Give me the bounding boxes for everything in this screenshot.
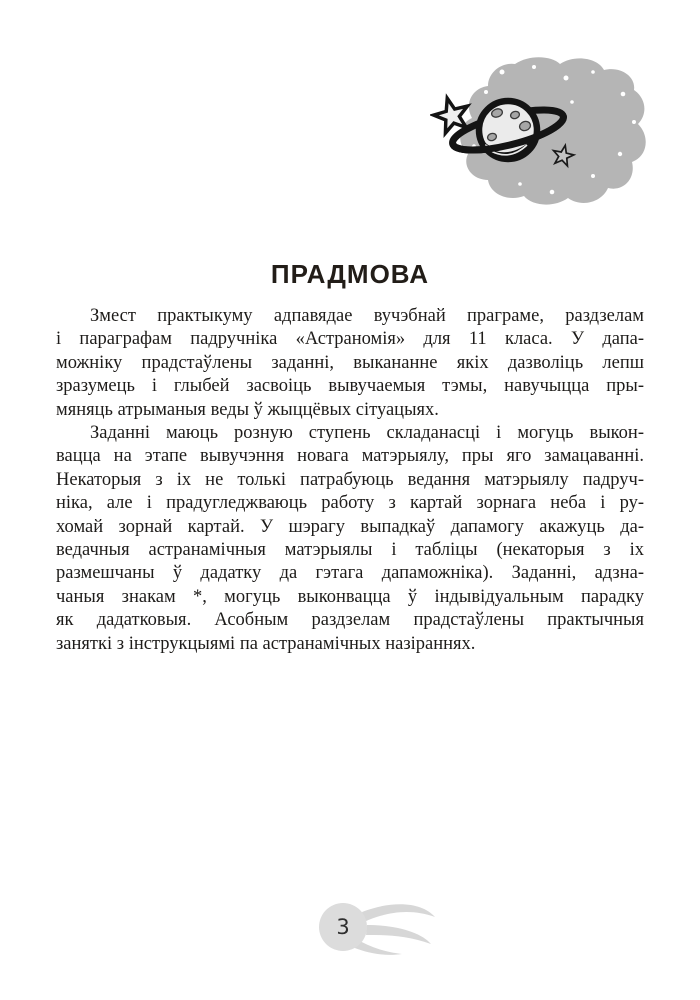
text-line: размешчаны ў дадатку да гэтага дапаможніка). Заданні, адзна- <box>56 563 644 584</box>
text-line: чаныя знакам *, могуць выконвацца ў індывідуальным парадку <box>56 586 644 607</box>
text-line: ніка, але і прадугледжваюць работу з картай зорнага неба і ру- <box>56 493 644 514</box>
text-line: можніку прадстаўлены заданні, выкананне якіх дазволіць лепш <box>56 352 644 373</box>
page-number: 3 <box>336 915 350 939</box>
text-line: як дадатковыя. Асобным раздзелам прадстаўлены практычныя <box>56 610 644 631</box>
paragraph <box>56 422 644 656</box>
text-line: хомай зорнай картай. У шэрагу выпадкаў дапамогу акажуць да- <box>56 516 644 537</box>
text-line: Заданні маюць розную ступень складанасці і могуць выкон- <box>90 423 644 444</box>
paragraph <box>56 305 644 422</box>
text-line: мяняць атрыманыя веды ў жыццёвых сітуацыях. <box>56 399 439 420</box>
page-title: ПРАДМОВА <box>270 259 430 289</box>
star-icon <box>430 94 472 135</box>
preface-text <box>56 305 644 656</box>
text-line: Змест практыкуму адпавядае вучэбнай праграме, раздзелам <box>90 306 644 326</box>
text-line: ведачныя астранамічныя матэрыялы і табліцы (некаторыя з іх <box>56 540 644 561</box>
saturn-planet-with-stars-icon <box>430 50 650 210</box>
text-line: вацца на этапе вывучэння новага матэрыялу, пры яго замацаванні. <box>56 446 644 467</box>
text-line: заняткі з інструкцыямі па астранамічных назіраннях. <box>56 633 476 654</box>
text-line: Некаторыя з іх не толькі патрабуюць ведання матэрыялу падруч- <box>56 469 644 490</box>
text-line: і параграфам падручніка «Астраномія» для 11 класа. У дапа- <box>56 329 644 350</box>
text-line: зразумець і глыбей засвоіць вывучаемыя тэмы, навучыцца пры- <box>56 376 644 397</box>
